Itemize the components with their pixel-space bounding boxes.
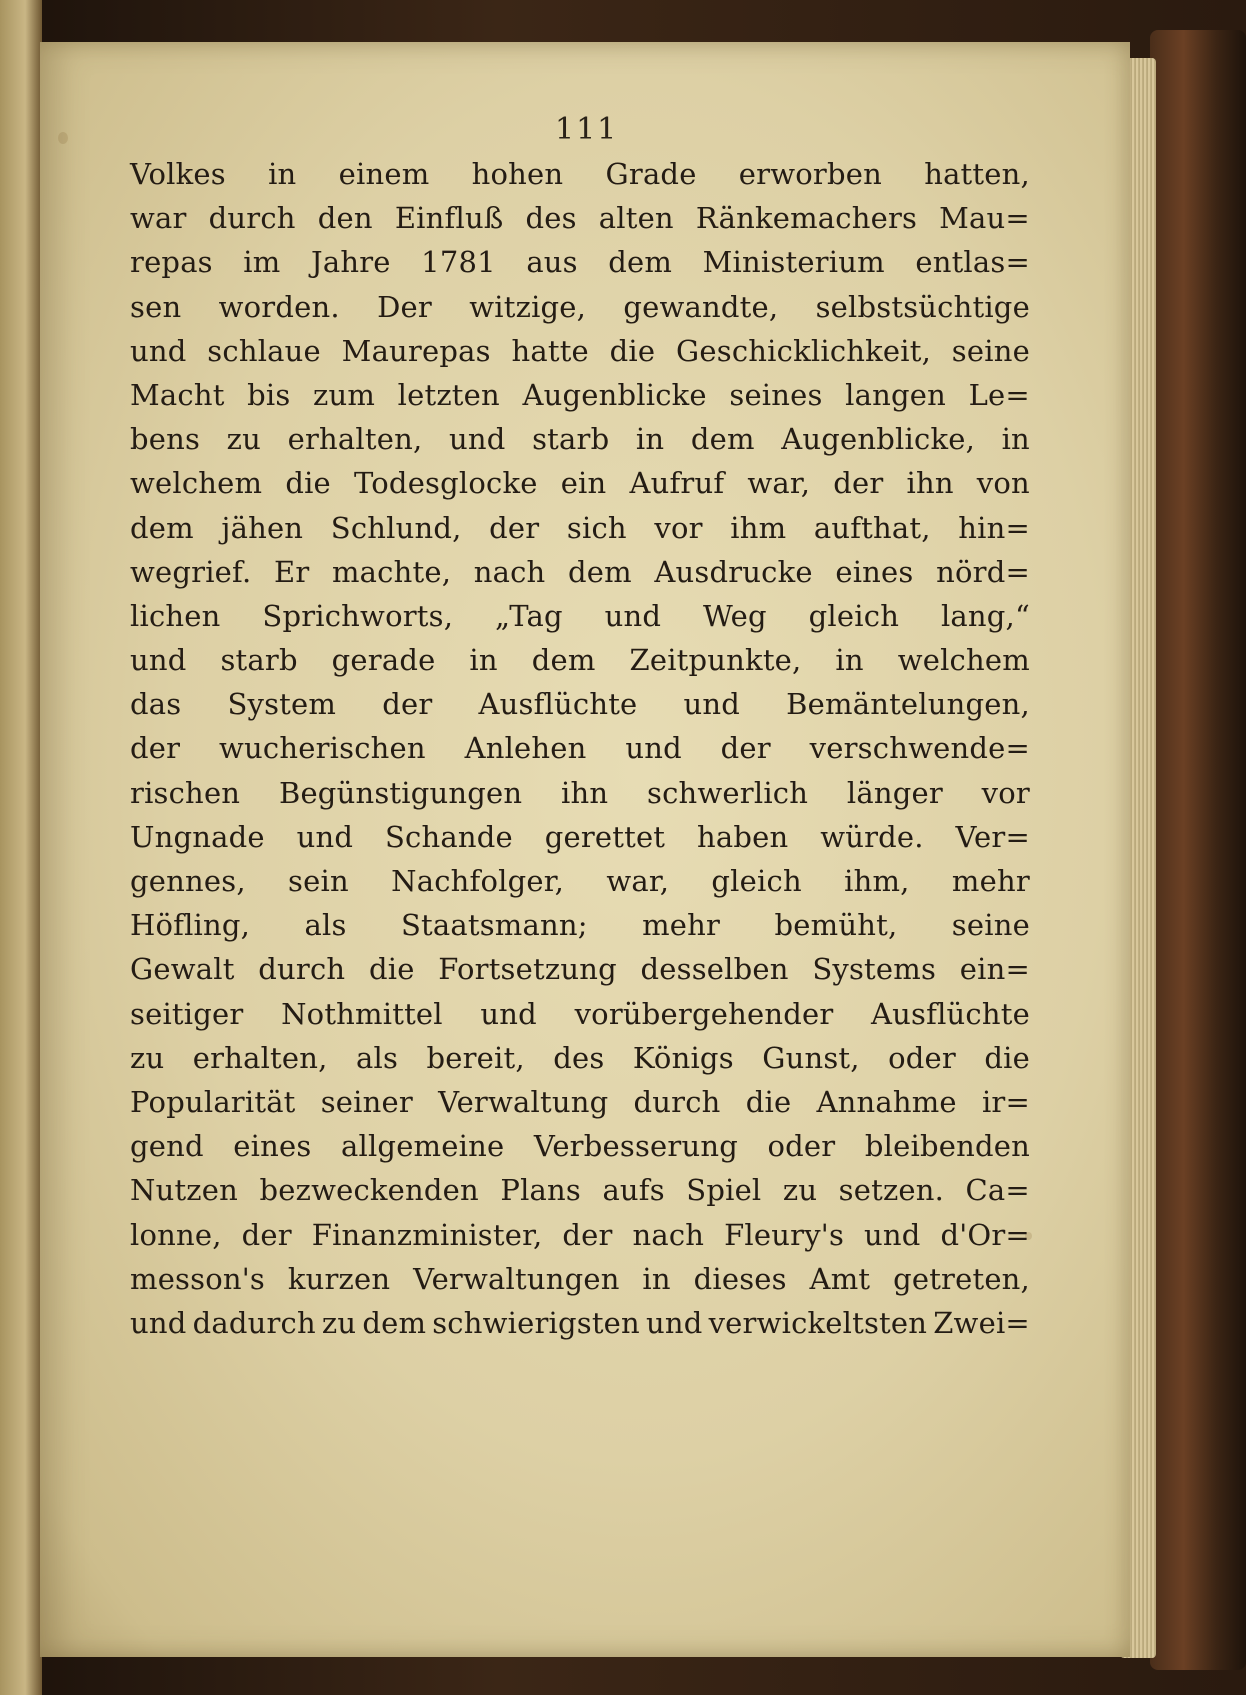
- word: zum: [313, 377, 376, 412]
- word: Macht: [130, 377, 225, 412]
- word: Sprichworts,: [262, 598, 454, 633]
- word: die: [745, 1084, 792, 1119]
- word: Ausdrucke: [654, 554, 813, 589]
- word: rischen: [130, 775, 241, 810]
- text-line: [130, 285, 1030, 329]
- book-cover-edge: [1150, 30, 1246, 1670]
- word: welchem: [130, 466, 263, 501]
- text-line: [130, 903, 1030, 947]
- word: Verwaltungen: [413, 1261, 620, 1296]
- word: der: [130, 731, 181, 766]
- word: „Tag: [495, 598, 563, 633]
- text-line: [130, 152, 1030, 196]
- word: erhalten,: [287, 422, 423, 457]
- word: oder: [888, 1040, 956, 1075]
- word: und: [604, 598, 662, 633]
- word: schwerlich: [647, 775, 809, 810]
- word: kurzen: [287, 1261, 391, 1296]
- word: zu: [226, 422, 262, 457]
- word: Spiel: [686, 1173, 762, 1208]
- word: mehr: [642, 908, 721, 943]
- word: ein=: [959, 952, 1030, 987]
- word: der: [382, 687, 433, 722]
- word: d'Or=: [940, 1217, 1030, 1252]
- text-line: [130, 594, 1030, 638]
- word: vor: [981, 775, 1030, 810]
- word: und: [448, 422, 506, 457]
- word: und: [296, 819, 354, 854]
- word: ein: [560, 466, 607, 501]
- word: messon's: [130, 1261, 266, 1296]
- word: Ausflüchte: [871, 996, 1030, 1031]
- word: schwierigsten: [432, 1305, 640, 1340]
- text-line: [130, 329, 1030, 373]
- word: Verwaltung: [438, 1084, 609, 1119]
- word: Ungnade: [130, 819, 265, 854]
- text-line: [130, 992, 1030, 1036]
- word: letzten: [397, 377, 500, 412]
- word: Aufruf: [629, 466, 725, 501]
- word: schlaue: [207, 333, 321, 368]
- word: alten: [598, 201, 674, 236]
- word: und: [645, 1305, 703, 1340]
- word: oder: [767, 1129, 836, 1164]
- word: Schlund,: [330, 510, 462, 545]
- word: gleich: [808, 598, 900, 633]
- word: Anlehen: [464, 731, 587, 766]
- word: Plans: [500, 1173, 581, 1208]
- word: Ver=: [955, 819, 1030, 854]
- word: eines: [233, 1129, 312, 1164]
- word: gewandte,: [623, 289, 779, 324]
- word: im: [243, 245, 281, 280]
- word: in: [642, 1261, 671, 1296]
- word: als: [304, 908, 347, 943]
- word: bereit,: [426, 1040, 525, 1075]
- word: vor: [654, 510, 703, 545]
- word: Gunst,: [762, 1040, 860, 1075]
- word: haben: [697, 819, 789, 854]
- word: Ränkemachers: [695, 201, 918, 236]
- page-number: 111: [555, 112, 619, 147]
- word: durch: [208, 201, 296, 236]
- word: erworben: [738, 157, 882, 191]
- word: Jahre: [311, 245, 391, 280]
- word: langen: [845, 377, 947, 412]
- word: von: [976, 466, 1030, 501]
- text-line: [130, 947, 1030, 991]
- word: aufthat,: [813, 510, 931, 545]
- text-line: [130, 726, 1030, 770]
- word: Maurepas: [341, 333, 491, 368]
- word: in: [469, 643, 498, 678]
- word: dem: [531, 643, 596, 678]
- word: und: [863, 1217, 921, 1252]
- word: worden.: [218, 289, 340, 324]
- word: der: [562, 1217, 613, 1252]
- word: Systems: [812, 952, 937, 987]
- word: Einfluß: [394, 201, 504, 236]
- word: und: [130, 333, 187, 368]
- word: Fleury's: [724, 1217, 845, 1252]
- word: Nutzen: [130, 1173, 239, 1208]
- word: Staatsmann;: [400, 908, 588, 943]
- word: zu: [782, 1173, 818, 1208]
- text-line: [130, 1036, 1030, 1080]
- word: dem: [130, 510, 194, 545]
- word: allgemeine: [340, 1129, 505, 1164]
- word: erhalten,: [192, 1040, 328, 1075]
- text-line: [130, 1213, 1030, 1257]
- word: war: [130, 201, 187, 236]
- word: Ausflüchte: [478, 687, 638, 722]
- word: durch: [258, 952, 346, 987]
- word: dadurch: [192, 1305, 316, 1340]
- word: der: [720, 731, 771, 766]
- word: und: [625, 731, 682, 766]
- text-line: [130, 682, 1030, 726]
- word: in: [268, 157, 297, 191]
- word: seitiger: [130, 996, 244, 1031]
- word: die: [368, 952, 415, 987]
- word: Gewalt: [130, 952, 235, 987]
- text-line: [130, 373, 1030, 417]
- word: starb: [532, 422, 610, 457]
- word: gerade: [331, 643, 436, 678]
- word: jähen: [221, 510, 304, 545]
- word: den: [317, 201, 373, 236]
- word: und: [480, 996, 537, 1031]
- text-line: [130, 1257, 1030, 1301]
- word: ihn: [561, 775, 609, 810]
- word: repas: [130, 245, 213, 280]
- word: dem: [690, 422, 755, 457]
- word: witzige,: [469, 289, 587, 324]
- word: war,: [606, 864, 670, 898]
- word: Amt: [809, 1261, 871, 1296]
- word: Fortsetzung: [438, 952, 617, 987]
- word: welchem: [897, 643, 1030, 678]
- text-line: [130, 240, 1030, 284]
- word: lichen: [130, 598, 221, 633]
- word: verschwende=: [809, 731, 1030, 766]
- word: Volkes: [130, 157, 226, 191]
- word: Finanzminister,: [311, 1217, 543, 1252]
- word: die: [984, 1040, 1030, 1075]
- paper-stain: [58, 132, 68, 144]
- word: desselben: [640, 952, 789, 987]
- word: Augenblicke: [522, 377, 707, 412]
- word: der: [833, 466, 884, 501]
- word: länger: [846, 775, 943, 810]
- word: Todesglocke: [353, 466, 538, 501]
- word: seine: [951, 333, 1030, 368]
- word: 1781: [421, 245, 496, 280]
- text-line: [130, 1124, 1030, 1168]
- word: Grade: [605, 157, 697, 191]
- word: zu: [321, 1305, 357, 1340]
- text-line: [130, 1301, 1030, 1345]
- word: lonne,: [130, 1217, 222, 1252]
- word: das: [130, 687, 182, 722]
- text-line: [130, 771, 1030, 815]
- word: seine: [951, 908, 1030, 943]
- word: hatten,: [924, 157, 1030, 191]
- word: dem: [608, 245, 673, 280]
- word: des: [525, 201, 577, 236]
- word: Er: [273, 554, 310, 589]
- word: Bemäntelungen,: [786, 687, 1030, 722]
- word: würde.: [820, 819, 924, 854]
- word: bens: [130, 422, 201, 457]
- word: Nothmittel: [281, 996, 443, 1031]
- word: der: [241, 1217, 292, 1252]
- word: Nachfolger,: [391, 864, 565, 898]
- word: Le=: [968, 377, 1030, 412]
- word: hin=: [958, 510, 1030, 545]
- word: seiner: [320, 1084, 413, 1119]
- word: des: [553, 1040, 605, 1075]
- word: der: [489, 510, 540, 545]
- word: Der: [377, 289, 432, 324]
- word: selbstsüchtige: [815, 289, 1030, 324]
- word: sen: [130, 289, 182, 324]
- word: durch: [633, 1084, 721, 1119]
- word: Annahme: [816, 1084, 957, 1119]
- word: ihm,: [844, 864, 910, 898]
- word: bleibenden: [864, 1129, 1030, 1164]
- word: getreten,: [893, 1261, 1030, 1296]
- word: dieses: [693, 1261, 787, 1296]
- word: bis: [247, 377, 291, 412]
- word: und: [130, 643, 187, 678]
- facing-page-edge: [0, 0, 42, 1695]
- word: starb: [220, 643, 298, 678]
- text-line: [130, 461, 1030, 505]
- word: Begünstigungen: [278, 775, 523, 810]
- word: verwickeltsten: [708, 1305, 928, 1340]
- word: Popularität: [130, 1084, 296, 1119]
- word: Zeitpunkte,: [629, 643, 802, 678]
- word: in: [635, 422, 665, 457]
- text-line: [130, 859, 1030, 903]
- text-line: [130, 638, 1030, 682]
- text-line: [130, 1168, 1030, 1212]
- word: Zwei=: [933, 1305, 1030, 1340]
- text-line: [130, 550, 1030, 594]
- word: nach: [473, 554, 546, 589]
- word: Höfling,: [130, 908, 251, 943]
- word: sich: [566, 510, 627, 545]
- word: bezweckenden: [259, 1173, 479, 1208]
- word: gerettet: [544, 819, 666, 854]
- word: System: [227, 687, 337, 722]
- text-line: [130, 1080, 1030, 1124]
- word: war,: [747, 466, 811, 501]
- word: Mau=: [939, 201, 1030, 236]
- word: in: [835, 643, 864, 678]
- text-line: [130, 417, 1030, 461]
- word: eines: [835, 554, 914, 589]
- word: zu: [130, 1040, 165, 1075]
- word: Augenblicke,: [781, 422, 975, 457]
- word: nach: [632, 1217, 705, 1252]
- word: aufs: [602, 1173, 665, 1208]
- word: wucherischen: [219, 731, 426, 766]
- word: gend: [130, 1129, 204, 1164]
- word: als: [355, 1040, 399, 1075]
- word: ihn: [906, 466, 954, 501]
- word: Schande: [384, 819, 513, 854]
- text-line: [130, 506, 1030, 550]
- body-text: [130, 152, 1030, 1345]
- word: vorübergehender: [574, 996, 834, 1031]
- word: und: [130, 1305, 187, 1340]
- word: in: [1001, 422, 1030, 457]
- word: ir=: [981, 1084, 1030, 1119]
- word: setzen.: [838, 1173, 945, 1208]
- word: Verbesserung: [533, 1129, 738, 1164]
- word: machte,: [331, 554, 452, 589]
- word: sein: [288, 864, 349, 898]
- text-line: [130, 815, 1030, 859]
- word: die: [285, 466, 331, 501]
- word: seines: [729, 377, 823, 412]
- word: hohen: [471, 157, 564, 191]
- word: gennes,: [130, 864, 246, 898]
- word: Ministerium: [702, 245, 885, 280]
- word: Geschicklichkeit,: [676, 333, 932, 368]
- word: einem: [338, 157, 430, 191]
- word: Weg: [703, 598, 767, 633]
- word: mehr: [951, 864, 1030, 898]
- word: entlas=: [915, 245, 1030, 280]
- text-line: [130, 196, 1030, 240]
- word: hatte: [511, 333, 589, 368]
- word: Königs: [632, 1040, 734, 1075]
- word: dem: [567, 554, 632, 589]
- word: Ca=: [965, 1173, 1030, 1208]
- book-page: [40, 42, 1130, 1657]
- word: wegrief.: [130, 554, 252, 589]
- word: gleich: [711, 864, 802, 898]
- word: dem: [362, 1305, 427, 1340]
- word: bemüht,: [774, 908, 898, 943]
- word: die: [609, 333, 656, 368]
- word: lang,“: [940, 598, 1030, 633]
- word: und: [683, 687, 741, 722]
- word: nörd=: [936, 554, 1030, 589]
- word: aus: [526, 245, 578, 280]
- word: ihm: [730, 510, 787, 545]
